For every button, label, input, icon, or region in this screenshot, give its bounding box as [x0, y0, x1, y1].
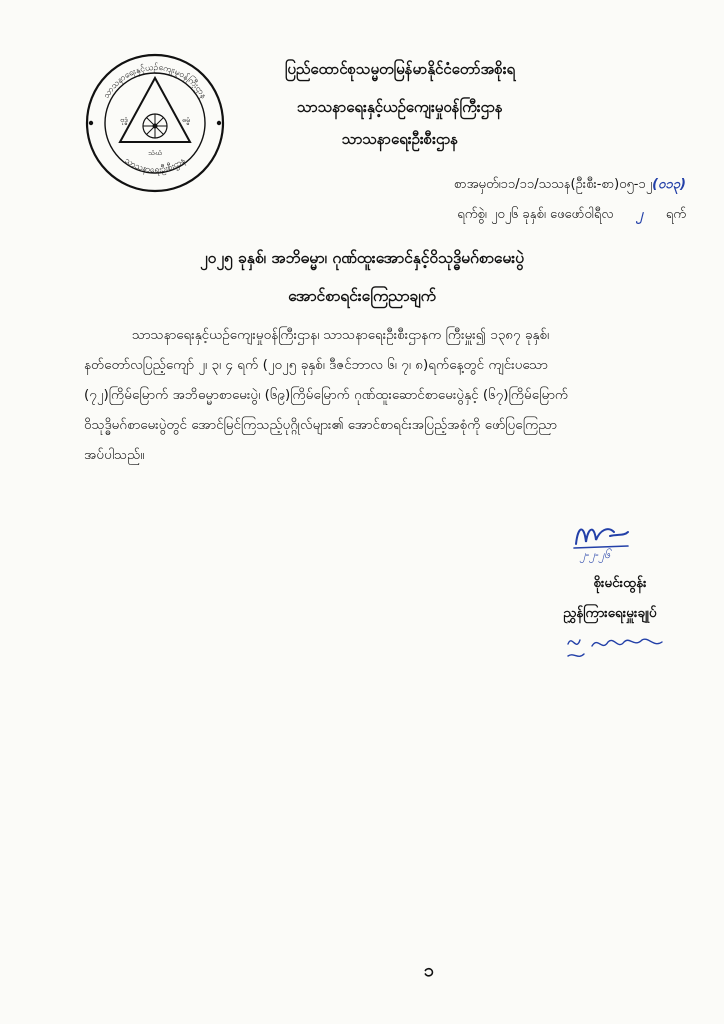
page-number: ၁	[424, 960, 435, 981]
department-header: သာသနာရေးဦးစီးဌာန	[341, 130, 459, 148]
body-line: (၇၂)ကြိမ်မြောက် အဘိဓမ္မာစာမေးပွဲ၊ (၆၉)ကြိမ်မြောက် ဂုဏ်ထူးဆောင်စာမေးပွဲနှင့် (၆၇)ကြိမ်မြောက်	[84, 387, 569, 403]
document-date	[457, 206, 686, 225]
handwritten-annotation	[562, 630, 672, 666]
reference-label: စာအမှတ်၊၁၁/၁၁/သသန(ဦးစီး-စာ)၀၅-၁၂	[453, 177, 653, 192]
seal-inner-bottom: သံဃံ	[148, 149, 162, 157]
seal-inner-left: ဗုဒ္ဓံ	[120, 116, 128, 124]
signer-title: ညွှန်ကြားရေးမှူးချုပ်	[563, 605, 657, 621]
seal-outer-text: သာသနာရေးနှင့်ယဉ်ကျေးမှုဝန်ကြီးဌာန	[101, 62, 209, 101]
announcement-subtitle: အောင်စာရင်းကြေညာချက်	[288, 287, 436, 305]
date-prefix: ရက်စွဲ၊ ၂၀၂၆ ခုနှစ်၊ ဖေဖော်ဝါရီလ	[457, 207, 614, 222]
date-suffix: ရက်	[665, 207, 686, 222]
dharma-wheel-icon	[143, 114, 167, 138]
ministry-header: သာသနာရေးနှင့်ယဉ်ကျေးမှုဝန်ကြီးဌာန	[297, 98, 503, 116]
seal-bottom-text: သာသနာရေးဦးစီးဌာန	[122, 155, 188, 176]
body-line: သာသနာရေးနှင့်ယဉ်ကျေးမှုဝန်ကြီးဌာန၊ သာသနာရေးဦးစီးဌာနက ကြီးမှူး၍ ၁၃၈၇ ခုနှစ်၊	[132, 327, 550, 343]
body-line: ဝိသုဒ္ဓိမဂ်စာမေးပွဲတွင် အောင်မြင်ကြသည့်ပုဂ္ဂိုလ်များ၏ အောင်စာရင်းအပြည့်အစုံကို ဖော်ပြကြေညာ	[84, 417, 557, 433]
reference-handwritten: (၀၁၃)	[652, 177, 686, 192]
announcement-title: ၂၀၂၅ ခုနှစ်၊ အဘိဓမ္မာ၊ ဂုဏ်ထူးအောင်နှင့်ဝိသုဒ္ဓိမဂ်စာမေးပွဲ	[200, 249, 524, 267]
government-header: ပြည်ထောင်စုသမ္မတမြန်မာနိုင်ငံတော်အစိုးရ	[284, 60, 516, 78]
body-line: နတ်တော်လပြည့်ကျော် ၂၊ ၃၊ ၄ ရက် (၂၀၂၅ ခုနှစ်၊ ဒီဇင်ဘာလ ၆၊ ၇၊ ၈)ရက်နေ့တွင် ကျင်းပသော	[84, 357, 548, 373]
reference-number	[454, 176, 686, 195]
signer-name: စိုးမင်းထွန်း	[593, 575, 647, 591]
signature-date: ၂-၂-၂၆	[580, 548, 611, 561]
announcement-body	[84, 320, 682, 470]
body-line: အပ်ပါသည်။	[84, 447, 145, 463]
seal-inner-right: ဓမ္မံ	[182, 116, 190, 124]
date-day-handwritten: ၂	[636, 207, 643, 222]
